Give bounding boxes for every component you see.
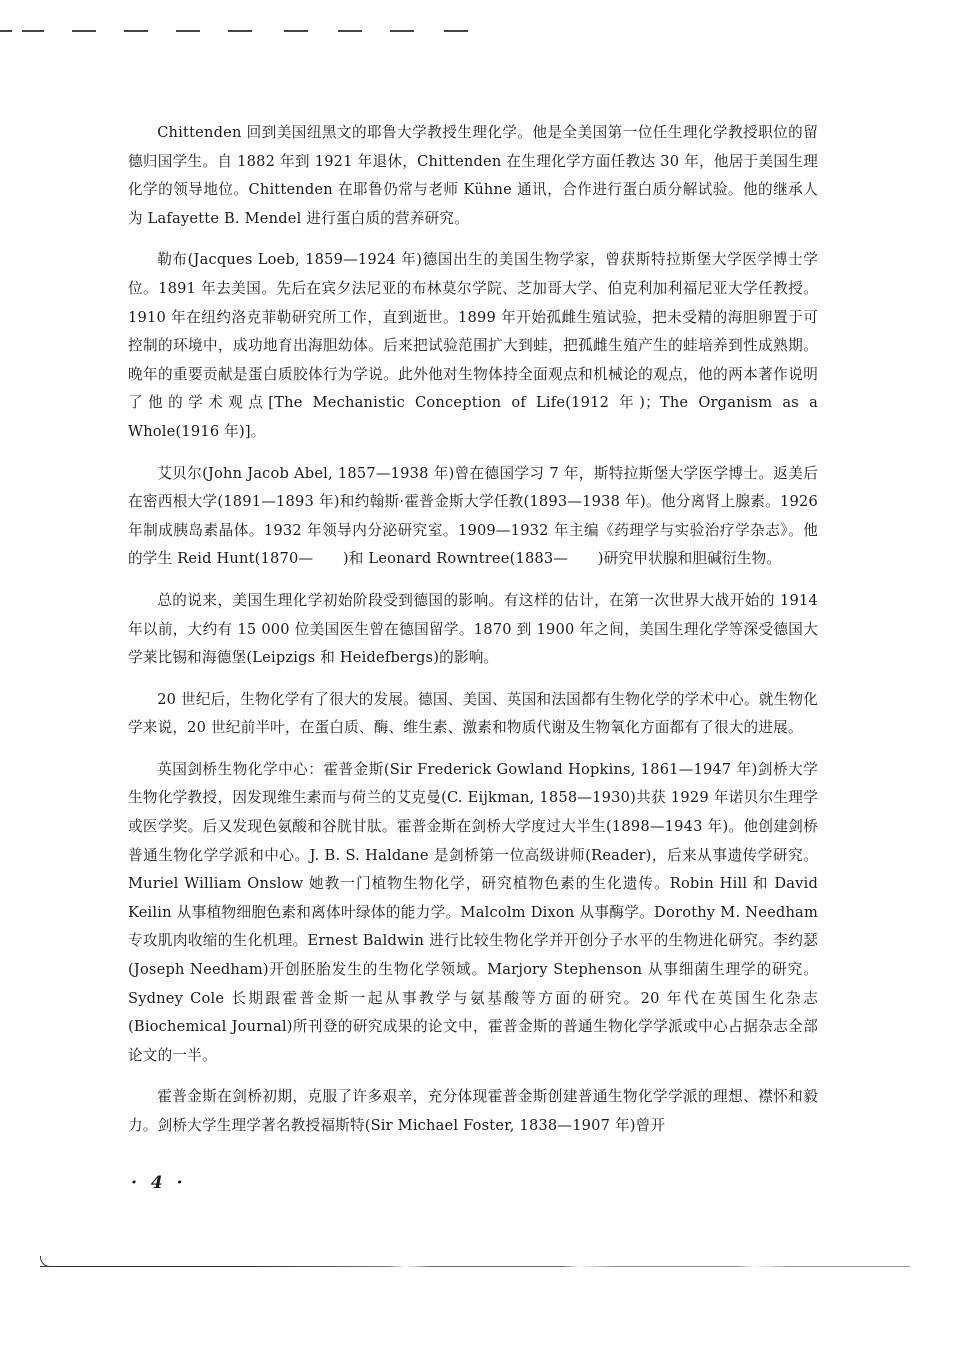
- top-dash-segment: [22, 30, 44, 32]
- paragraph-abel: 艾贝尔(John Jacob Abel, 1857—1938 年)曾在德国学习 7 年，斯特拉斯堡大学医学博士。返美后在密西根大学(1891—1893 年)和约翰斯·霍普金斯大学任教(1893—1938 年)。他分离肾上腺素。1926 年制成胰岛素晶体。1932 年领导内分泌研究室。1909—1932 年主编《药理学与实验治疗学杂志》。他的学生 Reid Hunt(1870— )和 Leonard Rowntree(1883— )研究甲状腺和胆碱衍生物。: [128, 464, 818, 568]
- top-dash-segment: [390, 30, 414, 32]
- paragraph-cambridge-hopkins: 英国剑桥生物化学中心：霍普金斯(Sir Frederick Gowland Hopkins, 1861—1947 年)剑桥大学生物化学教授，因发现维生素而与荷兰的艾克曼(C. Eijkman, 1858—1930)共获 1929 年诺贝尔生理学或医学奖。后又发现色氨酸和谷胱甘肽。霍普金斯在剑桥大学度过大半生(1898—1943 年)。他创建剑桥普通生物化学学派和中心。J. B. S. Haldane 是剑桥第一位高级讲师(Reader)，后来从事遗传学研究。Muriel William Onslow 她教一门植物生物化学，研究植物色素的生化遗传。Robin Hill 和 David Keilin 从事植物细胞色素和离体叶绿体的能力学。Malcolm Dixon 从事酶学。Dorothy M. Needham 专攻肌肉收缩的生化机理。Ernest Baldwin 进行比较生物化学并开创分子水平的生物进化研究。李约瑟(Joseph Needham)开创胚胎发生的生物化学领域。Marjory Stephenson 从事细菌生理学的研究。Sydney Cole 长期跟霍普金斯一起从事教学与氨基酸等方面的研究。20 年代在英国生化杂志(Biochemical Journal)所刊登的研究成果的论文中，霍普金斯的普通生物化学学派或中心占据杂志全部论文的一半。: [128, 760, 818, 1064]
- top-dash-segment: [72, 30, 96, 32]
- top-dash-segment: [338, 30, 362, 32]
- top-dash-segment: [284, 30, 308, 32]
- paragraph-german-influence: 总的说来，美国生理化学初始阶段受到德国的影响。有这样的估计，在第一次世界大战开始的 1914 年以前，大约有 15 000 位美国医生曾在德国留学。1870 到 1900 年之间，美国生理化学等深受德国大学莱比锡和海德堡(Leipzigs 和 Heidefbergs)的影响。: [128, 591, 818, 667]
- top-dash-segment: [124, 30, 148, 32]
- top-dash-segment: [228, 30, 252, 32]
- paragraph-20th-century: 20 世纪后，生物化学有了很大的发展。德国、美国、英国和法国都有生物化学的学术中心。就生物化学来说，20 世纪前半叶，在蛋白质、酶、维生素、激素和物质代谢及生物氧化方面都有了很大的进展。: [128, 690, 818, 737]
- top-dash-segment: [176, 30, 200, 32]
- paragraph-loeb: 勒布(Jacques Loeb, 1859—1924 年)德国出生的美国生物学家，曾获斯特拉斯堡大学医学博士学位。1891 年去美国。先后在宾夕法尼亚的布林莫尔学院、芝加哥大学、伯克利加利福尼亚大学任教授。1910 年在纽约洛克菲勒研究所工作，直到逝世。1899 年开始孤雌生殖试验，把未受精的海胆卵置于可控制的环境中，成功地育出海胆幼体。后来把试验范围扩大到蛙，把孤雌生殖产生的蛙培养到性成熟期。晚年的重要贡献是蛋白质胶体行为学说。此外他对生物体持全面观点和机械论的观点，他的两本著作说明了他的学术观点[The Mechanistic Conception of Life(1912 年)；The Organism as a Whole(1916 年)]。: [128, 251, 818, 440]
- paragraph-hopkins-early: 霍普金斯在剑桥初期，克服了许多艰辛，充分体现霍普金斯创建普通生物化学学派的理想、襟怀和毅力。剑桥大学生理学著名教授福斯特(Sir Michael Foster, 1838—1907 年)曾开: [128, 1088, 818, 1134]
- body-text: [128, 119, 818, 1154]
- bottom-rule: [40, 1266, 910, 1267]
- page-number: · 4 ·: [131, 1173, 187, 1193]
- top-dash-segment: [0, 30, 12, 32]
- top-dash-segment: [444, 30, 468, 32]
- paragraph-chittenden: Chittenden 回到美国纽黑文的耶鲁大学教授生理化学。他是全美国第一位任生理化学教授职位的留德归国学生。自 1882 年到 1921 年退休，Chittenden 在生理化学方面任教达 30 年，他居于美国生理化学的领导地位。Chittenden 在耶鲁仍常与老师 Kühne 通讯，合作进行蛋白质分解试验。他的继承人为 Lafayette B. Mendel 进行蛋白质的营养研究。: [128, 124, 818, 227]
